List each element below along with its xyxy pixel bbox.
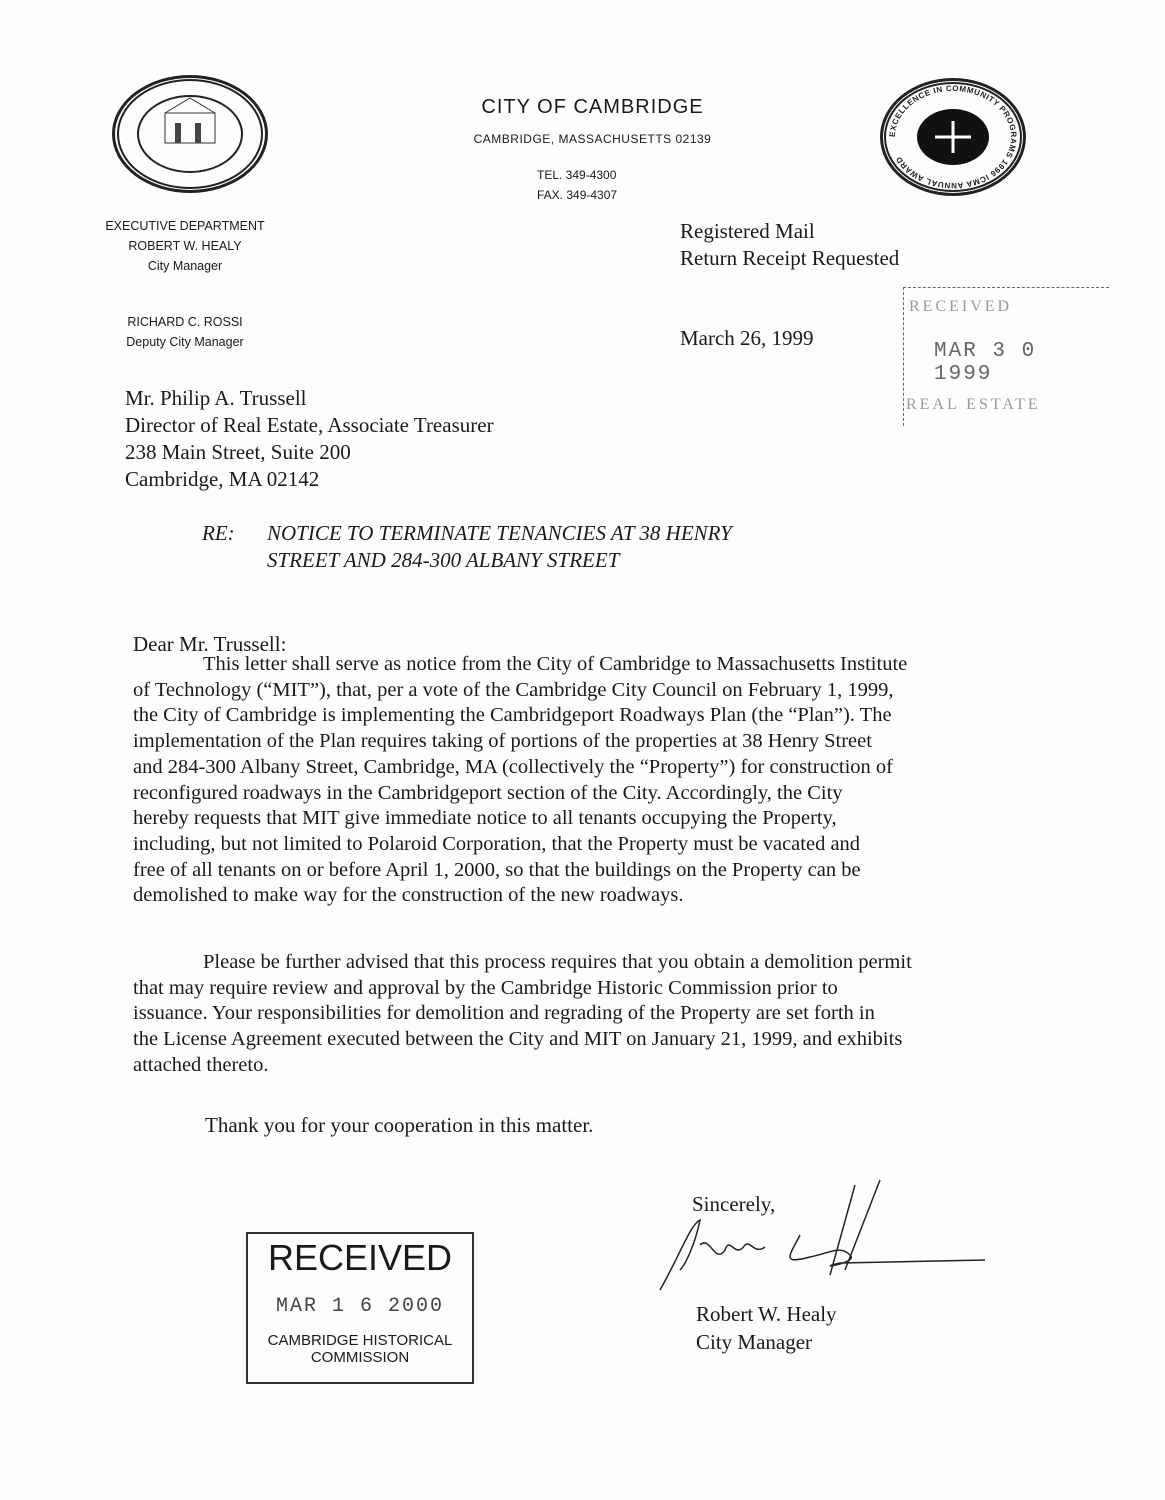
closing-line: Thank you for your cooperation in this matter.	[205, 1113, 594, 1137]
address-line: Mr. Philip A. Trussell	[125, 386, 307, 410]
address-line: Director of Real Estate, Associate Treasurer	[125, 413, 494, 437]
text-line: the License Agreement executed between the City and MIT on January 21, 1999, and exhibits	[133, 1028, 903, 1051]
stamp-org	[248, 1332, 472, 1366]
stamp-org-line: CAMBRIDGE HISTORICAL	[267, 1332, 453, 1349]
deputy-name: RICHARD C. ROSSI	[127, 315, 243, 329]
signer-title: City Manager	[696, 1330, 813, 1354]
salutation: Dear Mr. Trussell:	[133, 632, 287, 656]
text-line: including, but not limited to Polaroid Corporation, that the Property must be vacated and	[133, 832, 861, 855]
address-line: 238 Main Street, Suite 200	[125, 440, 351, 464]
text-line: This letter shall serve as notice from the City of Cambridge to Massachusetts Institute	[203, 653, 908, 675]
award-text: EXCELLENCE IN COMMUNITY PROGRAMS 1996 ICMA ANNUAL AWARD	[887, 83, 1019, 191]
text-line: that may require review and approval by the Cambridge Historic Commission prior to	[133, 976, 838, 999]
signer-name: Robert W. Healy	[696, 1302, 837, 1326]
stamp-date: MAR 1 6 2000	[275, 1295, 445, 1318]
fax: FAX. 349-4307	[537, 188, 618, 202]
text-line: free of all tenants on or before April 1, 2000, so that the buildings on the Property can be	[133, 858, 861, 881]
body-paragraph-2	[133, 950, 912, 1079]
text-line: issuance. Your responsibilities for demolition and regrading of the Property are set forth in	[133, 1002, 875, 1025]
stamp-org-line: COMMISSION	[310, 1349, 410, 1366]
stamp-label: RECEIVED	[267, 1237, 453, 1278]
manager-title: City Manager	[147, 259, 223, 273]
text-line: implementation of the Plan requires taking of portions of the properties at 38 Henry Street	[133, 730, 872, 753]
text-line: reconfigured roadways in the Cambridgeport section of the City. Accordingly, the City	[133, 781, 843, 804]
text-line: demolished to make way for the construction of the new roadways.	[133, 884, 684, 907]
mailing-line: Return Receipt Requested	[680, 246, 900, 270]
handwritten-signature	[640, 1175, 1030, 1295]
subject-text: NOTICE TO TERMINATE TENANCIES AT 38 HENRY	[267, 521, 732, 545]
icma-award-logo	[880, 78, 1026, 196]
recipient-address	[125, 385, 494, 493]
mailing-method	[680, 218, 899, 272]
text-line: and 284-300 Albany Street, Cambridge, MA (collectively the “Property”) for construction of	[133, 755, 894, 778]
text-line: hereby requests that MIT give immediate notice to all tenants occupying the Property,	[133, 807, 837, 830]
address-line: Cambridge, MA 02142	[125, 467, 320, 491]
body-paragraph-1	[133, 652, 907, 909]
letter-date: March 26, 1999	[680, 326, 814, 350]
subject-text: STREET AND 284-300 ALBANY STREET	[267, 548, 620, 572]
text-line: Please be further advised that this process requires that you obtain a demolition permit	[203, 951, 912, 973]
mailing-line: Registered Mail	[680, 219, 815, 243]
telephone: TEL. 349-4300	[537, 168, 617, 182]
stamp-date: MAR 3 0 1999	[934, 340, 1037, 386]
text-line: the City of Cambridge is implementing the Cambridgeport Roadways Plan (the “Plan”). The	[133, 704, 892, 727]
department-name: EXECUTIVE DEPARTMENT	[105, 219, 265, 233]
subject-label: RE:	[202, 521, 235, 545]
letterhead-contact	[537, 165, 617, 205]
executive-department	[85, 216, 285, 276]
sign-off: Sincerely,	[692, 1192, 776, 1216]
text-line: attached thereto.	[133, 1053, 269, 1076]
signer-block	[696, 1300, 837, 1356]
received-stamp-historical-commission	[246, 1232, 474, 1384]
text-line: of Technology (“MIT”), that, per a vote of the Cambridge City Council on February 1, 1999,	[133, 678, 894, 701]
letterhead-title: CITY OF CAMBRIDGE	[481, 96, 704, 118]
manager-name: ROBERT W. HEALY	[128, 239, 242, 253]
deputy-title: Deputy City Manager	[126, 335, 244, 349]
received-stamp-real-estate: RECEIVED MAR 3 0 1999 REAL ESTATE	[903, 287, 1109, 426]
deputy-block	[85, 312, 285, 352]
letterhead-address: CAMBRIDGE, MASSACHUSETTS 02139	[473, 132, 712, 146]
